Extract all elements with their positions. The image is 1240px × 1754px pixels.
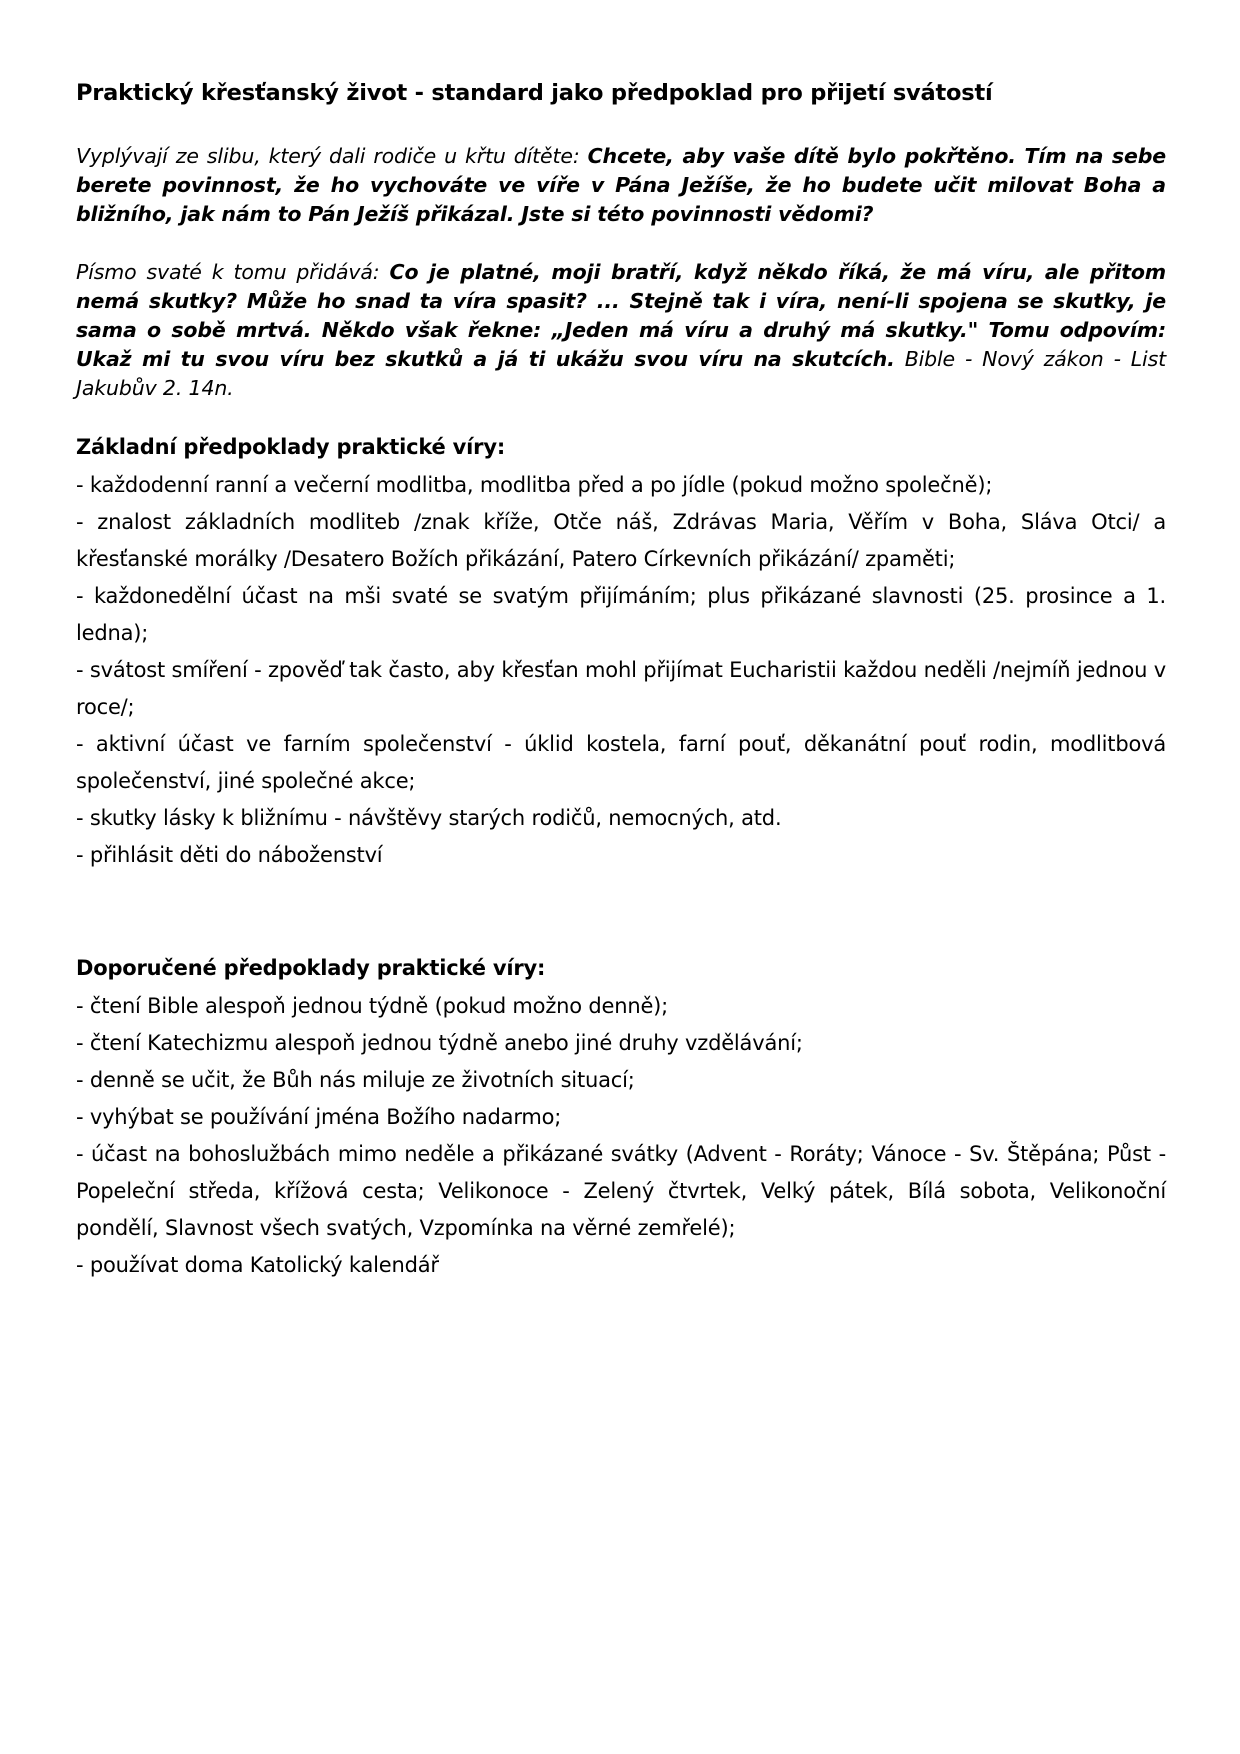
recommended-prerequisites-heading: Doporučené předpoklady praktické víry: bbox=[76, 956, 546, 980]
document-content bbox=[76, 78, 1166, 1284]
list-item: - každodenní ranní a večerní modlitba, modlitba před a po jídle (pokud možno společně); bbox=[76, 473, 993, 497]
baptism-promise-intro: Vyplývají ze slibu, který dali rodiče u křtu dítěte: bbox=[76, 144, 588, 168]
baptism-promise-paragraph bbox=[76, 142, 1166, 229]
basic-prerequisites-list bbox=[76, 467, 1166, 874]
list-item: - používat doma Katolický kalendář bbox=[76, 1253, 439, 1277]
list-item: - účast na bohoslužbách mimo neděle a přikázané svátky (Advent - Roráty; Vánoce - Sv. Štěpána; Půst - Popeleční středa, křížová cesta; Velikonoce - Zelený čtvrtek, Velký pátek, Bílá sobota, Velikonoční pondělí, Slavnost všech svatých, Vzpomínka na věrné zemřelé); bbox=[76, 1142, 1166, 1240]
scripture-paragraph bbox=[76, 258, 1166, 403]
list-item: - aktivní účast ve farním společenství - úklid kostela, farní pouť, děkanátní pouť rodin, modlitbová společenství, jiné společné akce; bbox=[76, 732, 1166, 793]
list-item: - svátost smíření - zpověď tak často, aby křesťan mohl přijímat Eucharistii každou neděli /nejmíň jednou v roce/; bbox=[76, 658, 1166, 719]
basic-prerequisites-heading: Základní předpoklady praktické víry: bbox=[76, 435, 506, 459]
baptism-promise-quote: Chcete, aby vaše dítě bylo pokřtěno. Tím na sebe berete povinnost, že ho vychováte ve víře v Pána Ježíše, že ho budete učit milovat Boha a bližního, jak nám to Pán Ježíš přikázal. Jste si této povinnosti vědomi? bbox=[76, 144, 1166, 226]
list-item: - znalost základních modliteb /znak kříže, Otče náš, Zdrávas Maria, Věřím v Boha, Sláva Otci/ a křesťanské morálky /Desatero Božích přikázání, Patero Církevních přikázání/ zpaměti; bbox=[76, 510, 1166, 571]
list-item: - každonedělní účast na mši svaté se svatým přijímáním; plus přikázané slavnosti (25. prosince a 1. ledna); bbox=[76, 584, 1166, 645]
scripture-intro: Písmo svaté k tomu přidává: bbox=[76, 260, 390, 284]
list-item: - čtení Bible alespoň jednou týdně (pokud možno denně); bbox=[76, 994, 669, 1018]
list-item: - denně se učit, že Bůh nás miluje ze životních situací; bbox=[76, 1068, 635, 1092]
recommended-prerequisites-list bbox=[76, 988, 1166, 1284]
scripture-quote: Co je platné, moji bratří, když někdo říká, že má víru, ale přitom nemá skutky? Může ho snad ta víra spasit? ... Stejně tak i víra, není-li spojena se skutky, je sama o sobě mrtvá. Někdo však řekne: „Jeden má víru a druhý má skutky." Tomu odpovím: Ukaž mi tu svou víru bez skutků a já ti ukážu svou víru na skutcích. bbox=[76, 260, 1166, 371]
basic-prerequisites-section bbox=[76, 432, 1166, 874]
list-item: - vyhýbat se používání jména Božího nadarmo; bbox=[76, 1105, 562, 1129]
list-item: - čtení Katechizmu alespoň jednou týdně anebo jiné druhy vzdělávání; bbox=[76, 1031, 803, 1055]
document-title: Praktický křesťanský život - standard jako předpoklad pro přijetí svátostí bbox=[76, 80, 993, 106]
list-item: - přihlásit děti do náboženství bbox=[76, 843, 383, 867]
scripture-reference: Bible - Nový zákon - List Jakubův 2. 14n. bbox=[76, 347, 1166, 400]
recommended-prerequisites-section bbox=[76, 953, 1166, 1284]
list-item: - skutky lásky k bližnímu - návštěvy starých rodičů, nemocných, atd. bbox=[76, 806, 782, 830]
